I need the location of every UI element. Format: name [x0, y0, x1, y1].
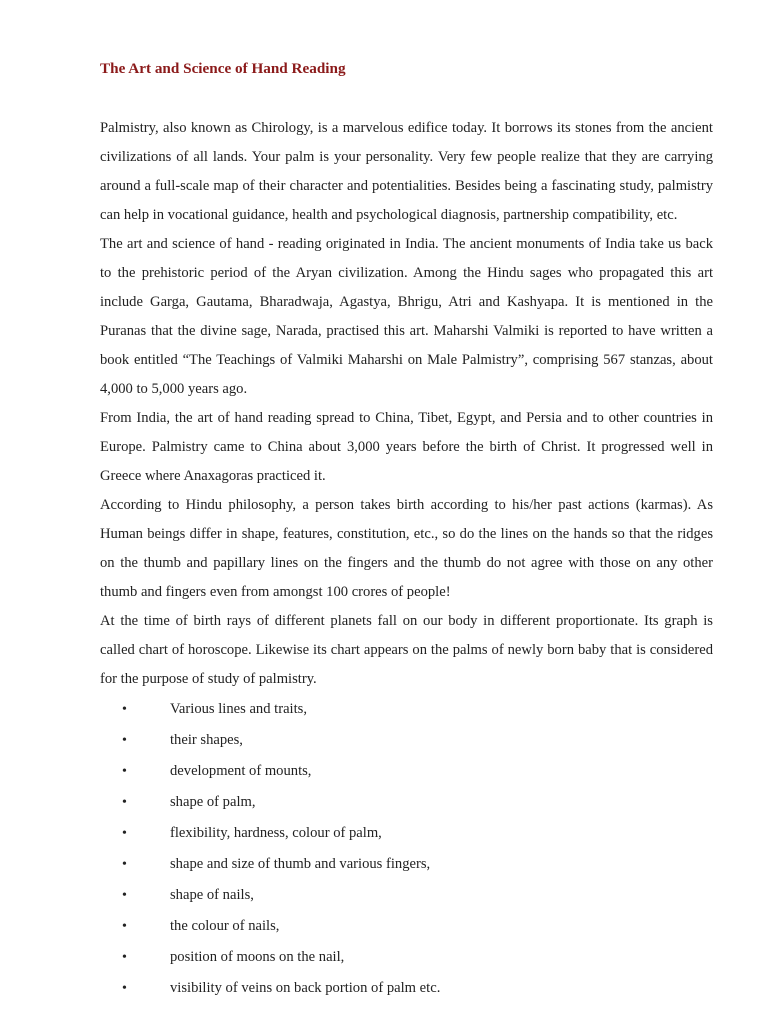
paragraph-spread: From India, the art of hand reading spread to China, Tibet, Egypt, and Persia and to other countries in Europe. Palmistry came to China about 3,000 years before the birth of Christ. It progressed well in Greece where Anaxagoras practiced it.: [100, 410, 713, 484]
paragraph-horoscope: At the time of birth rays of different planets fall on our body in different proportionate. Its graph is called chart of horoscope. Likewise its chart appears on the palms of newly born baby that is considered for the purpose of study of palmistry.: [100, 613, 713, 687]
list-item-text: shape of palm,: [170, 794, 256, 810]
list-item: [100, 942, 713, 973]
list-item-text: shape and size of thumb and various fingers,: [170, 856, 431, 872]
list-item: [100, 849, 713, 880]
list-item-text: position of moons on the nail,: [170, 949, 345, 965]
bullet-icon: •: [122, 795, 127, 810]
list-item: [100, 818, 713, 849]
bullet-icon: •: [122, 888, 127, 903]
bullet-icon: •: [122, 764, 127, 779]
list-item-text: flexibility, hardness, colour of palm,: [170, 825, 382, 841]
list-item: [100, 973, 713, 1004]
paragraph-intro: Palmistry, also known as Chirology, is a marvelous edifice today. It borrows its stones from the ancient civilizations of all lands. Your palm is your personality. Very few people realize that they are carrying around a full-scale map of their character and potentialities. Besides being a fascinating study, palmistry can help in vocational guidance, health and psychological diagnosis, partnership compatibility, etc.: [100, 120, 713, 223]
bullet-icon: •: [122, 857, 127, 872]
bullet-icon: •: [122, 702, 127, 717]
list-item-text: shape of nails,: [170, 887, 254, 903]
list-item: [100, 787, 713, 818]
paragraph-origin-india: The art and science of hand - reading originated in India. The ancient monuments of India take us back to the prehistoric period of the Aryan civilization. Among the Hindu sages who propagated this art include Garga, Gautama, Bharadwaja, Agastya, Bhrigu, Atri and Kashyapa. It is mentioned in the Puranas that the divine sage, Narada, practised this art. Maharshi Valmiki is reported to have written a book entitled “The Teachings of Valmiki Maharshi on Male Palmistry”, comprising 567 stanzas, about 4,000 to 5,000 years ago.: [100, 236, 713, 397]
list-item-text: the colour of nails,: [170, 918, 280, 934]
list-item-text: development of mounts,: [170, 763, 312, 779]
paragraph-hindu-philosophy: According to Hindu philosophy, a person takes birth according to his/her past actions (karmas). As Human beings differ in shape, features, constitution, etc., so do the lines on the hands so that the ridges on the thumb and papillary lines on the fingers and the thumb do not agree with those on any other thumb and fingers even from amongst 100 crores of people!: [100, 497, 713, 600]
document-title: The Art and Science of Hand Reading: [100, 60, 346, 77]
list-item: [100, 880, 713, 911]
list-item-text: Various lines and traits,: [170, 701, 307, 717]
list-item: [100, 725, 713, 756]
list-item: [100, 694, 713, 725]
document-body: [100, 56, 713, 1004]
bullet-icon: •: [122, 919, 127, 934]
list-item: [100, 756, 713, 787]
list-item-text: their shapes,: [170, 732, 243, 748]
bullet-icon: •: [122, 981, 127, 996]
list-item: [100, 911, 713, 942]
list-item-text: visibility of veins on back portion of palm etc.: [170, 980, 441, 996]
bullet-icon: •: [122, 950, 127, 965]
bullet-icon: •: [122, 826, 127, 841]
bullet-icon: •: [122, 733, 127, 748]
traits-list: [100, 694, 713, 1004]
